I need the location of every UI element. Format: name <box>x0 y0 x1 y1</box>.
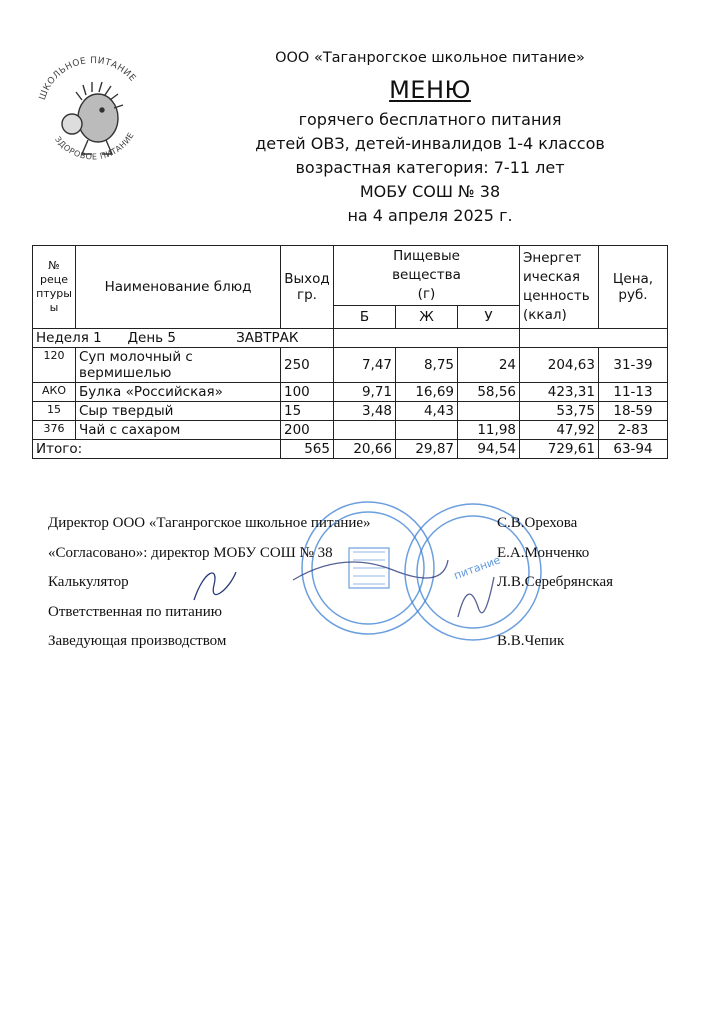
subtitle-line-1: горячего бесплатного питания <box>298 110 562 129</box>
header-fats: Ж <box>396 306 458 329</box>
total-fats: 29,87 <box>396 440 458 459</box>
signature-role: «Согласовано»: директор МОБУ СОШ № 38 <box>48 545 333 561</box>
recipe-number: 15 <box>33 402 76 421</box>
dish-fats <box>396 421 458 440</box>
header-output: Выход гр. <box>281 246 334 329</box>
dish-proteins: 7,47 <box>334 348 396 383</box>
dish-energy: 204,63 <box>520 348 599 383</box>
dish-fats: 4,43 <box>396 402 458 421</box>
table-row <box>33 421 668 440</box>
table-row <box>33 383 668 402</box>
header-price: Цена, руб. <box>599 246 668 329</box>
recipe-number: 376 <box>33 421 76 440</box>
dish-proteins <box>334 421 396 440</box>
dish-energy: 53,75 <box>520 402 599 421</box>
signature-role: Заведующая производством <box>48 633 227 649</box>
dish-carbs: 58,56 <box>458 383 520 402</box>
week-day-label: Неделя 1 День 5 ЗАВТРАК <box>33 329 334 348</box>
header-nutrients: Пищевые вещества (г) <box>334 246 520 306</box>
total-label: Итого: <box>33 440 281 459</box>
header-proteins: Б <box>334 306 396 329</box>
dish-name: Чай с сахаром <box>76 421 281 440</box>
signature-name: С.В.Орехова <box>497 515 578 531</box>
dish-carbs: 24 <box>458 348 520 383</box>
header-carbs: У <box>458 306 520 329</box>
subtitle-line-2: детей ОВЗ, детей-инвалидов 1-4 классов <box>255 134 605 153</box>
dish-name: Сыр твердый <box>76 402 281 421</box>
recipe-number: 120 <box>33 348 76 383</box>
menu-table <box>32 245 668 459</box>
dish-price: 11-13 <box>599 383 668 402</box>
dish-output: 250 <box>281 348 334 383</box>
total-row <box>33 440 668 459</box>
svg-text:питание: питание <box>452 553 503 583</box>
header-dish-name: Наименование блюд <box>76 246 281 329</box>
hedgehog-icon <box>62 82 123 154</box>
dish-name: Суп молочный с вермишелью <box>76 348 281 383</box>
dish-price: 18-59 <box>599 402 668 421</box>
page-title: МЕНЮ <box>389 76 471 104</box>
total-proteins: 20,66 <box>334 440 396 459</box>
signature-role: Ответственная по питанию <box>48 604 222 620</box>
week-day-row <box>33 329 668 348</box>
school-name: МОБУ СОШ № 38 <box>359 182 501 201</box>
dish-carbs <box>458 402 520 421</box>
dish-price: 31-39 <box>599 348 668 383</box>
dish-price: 2-83 <box>599 421 668 440</box>
signature-role: Директор ООО «Таганрогское школьное питание» <box>48 515 371 531</box>
dish-proteins: 3,48 <box>334 402 396 421</box>
dish-output: 100 <box>281 383 334 402</box>
signature-name: Е.А.Монченко <box>497 545 590 561</box>
menu-date: на 4 апреля 2025 г. <box>347 206 513 225</box>
dish-name: Булка «Российская» <box>76 383 281 402</box>
dish-energy: 423,31 <box>520 383 599 402</box>
dish-fats: 16,69 <box>396 383 458 402</box>
company-logo <box>28 48 158 178</box>
table-header-row <box>33 246 668 306</box>
dish-carbs: 11,98 <box>458 421 520 440</box>
recipe-number: АКО <box>33 383 76 402</box>
total-price: 63-94 <box>599 440 668 459</box>
total-output: 565 <box>281 440 334 459</box>
signature-calculator <box>184 560 244 610</box>
dish-output: 200 <box>281 421 334 440</box>
age-category: возрастная категория: 7-11 лет <box>295 158 565 177</box>
signature-name: Л.В.Серебрянская <box>497 574 614 590</box>
header-recipe-number: № реце птуры ы <box>33 246 76 329</box>
total-carbs: 94,54 <box>458 440 520 459</box>
dish-output: 15 <box>281 402 334 421</box>
table-row <box>33 402 668 421</box>
dish-fats: 8,75 <box>396 348 458 383</box>
total-energy: 729,61 <box>520 440 599 459</box>
org-name: ООО «Таганрогское школьное питание» <box>275 50 585 66</box>
svg-text:ЗДОРОВОЕ ПИТАНИЕ: ЗДОРОВОЕ ПИТАНИЕ <box>53 130 136 162</box>
signature-role: Калькулятор <box>48 574 129 590</box>
signature-name: В.В.Чепик <box>497 633 565 649</box>
dish-energy: 47,92 <box>520 421 599 440</box>
table-row <box>33 348 668 383</box>
header-energy: Энергет ическая ценность (ккал) <box>520 246 599 329</box>
svg-text:ШКОЛЬНОЕ ПИТАНИЕ: ШКОЛЬНОЕ ПИТАНИЕ <box>37 55 138 102</box>
dish-proteins: 9,71 <box>334 383 396 402</box>
